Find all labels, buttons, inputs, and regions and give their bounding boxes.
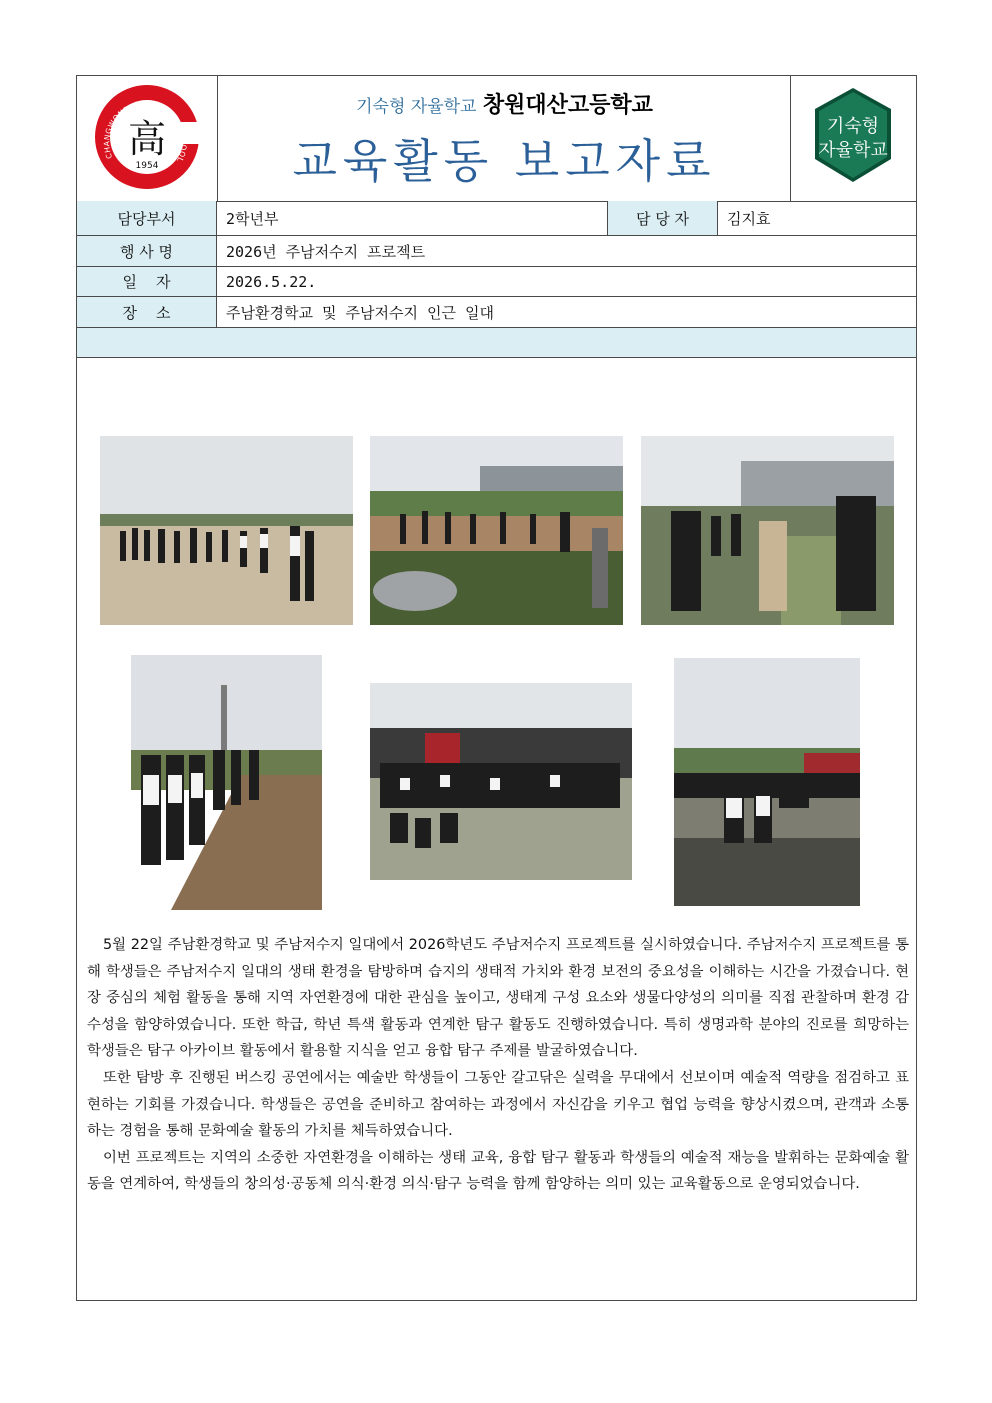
activity-photo <box>370 436 623 625</box>
school-line <box>218 88 791 119</box>
badge-line1: 기숙형 <box>826 116 880 137</box>
activity-photo <box>641 436 894 625</box>
logo-year: 1954 <box>135 161 159 171</box>
dept-label: 담당부서 <box>77 201 217 235</box>
row-event <box>77 236 916 267</box>
manager-value: 김지효 <box>727 209 771 228</box>
place-label: 장 소 <box>77 297 217 327</box>
date-value: 2026.5.22. <box>226 272 317 291</box>
title-cell <box>218 76 791 201</box>
body-paragraph-1: 5월 22일 주남환경학교 및 주남저수지 일대에서 2026학년도 주남저수지 프로젝트를 실시하였습니다. 주남저수지 프로젝트를 통해 학생들은 주남저수지 일대의 생태 환경을 탐방하며 습지의 생태적 가치와 환경 보전의 중요성을 이해하는 시간을 가졌습니다. 현장 중심의 체험 활동을 통해 지역 자연환경에 대한 관심을 높이고, 생태계 구성 요소와 생물다양성의 의미를 직접 관찰하며 환경 감수성을 함양하였습니다. 또한 학급, 학년 특색 활동과 연계한 탐구 활동도 진행하였습니다. 특히 생명과학 분야의 진로를 희망하는 학생들은 탐구 아카이브 활동에서 활용할 지식을 얻고 융합 탐구 주제를 발굴하였습니다. <box>87 937 909 1060</box>
activity-photo <box>370 683 632 880</box>
school-name: 창원대산고등학교 <box>482 92 653 118</box>
report-title: 교육활동 보고자료 <box>292 134 717 188</box>
badge-line2: 자율학교 <box>818 140 888 161</box>
activity-photo <box>674 658 860 906</box>
blank-row <box>77 328 916 358</box>
badge-cell <box>790 76 916 201</box>
dept-value: 2학년부 <box>226 209 279 228</box>
date-label: 일 자 <box>77 267 217 296</box>
school-type: 기숙형 자율학교 <box>356 97 477 117</box>
logo-char: 高 <box>127 117 167 161</box>
row-dept <box>77 201 916 236</box>
event-value: 2026년 주남저수지 프로젝트 <box>226 242 426 261</box>
manager-label: 담 당 자 <box>607 201 718 235</box>
logo-cell <box>77 76 218 201</box>
body-paragraph-3: 이번 프로젝트는 지역의 소중한 자연환경을 이해하는 생태 교육, 융합 탐구 활동과 학생들의 예술적 재능을 발휘하는 문화예술 활동을 연계하여, 학생들의 창의성·공동체 의식·환경 의식·탐구 능력을 함께 함양하는 의미 있는 교육활동으로 운영되었습니다. <box>87 1149 909 1193</box>
school-logo <box>77 76 217 201</box>
report-header <box>77 76 916 202</box>
event-label: 행 사 명 <box>77 236 217 266</box>
activity-photo <box>100 436 353 625</box>
body-paragraph-2: 또한 탐방 후 진행된 버스킹 공연에서는 예술반 학생들이 그동안 갈고닦은 실력을 무대에서 선보이며 예술적 역량을 점검하고 표현하는 기회를 가졌습니다. 학생들은 공연을 준비하고 참여하는 과정에서 자신감을 키우고 협업 능력을 향상시켰으며, 관객과 소통하는 경험을 통해 문화예술 활동의 가치를 체득하였습니다. <box>87 1069 909 1140</box>
report-body <box>87 932 909 1198</box>
place-value: 주남환경학교 및 주남저수지 인근 일대 <box>226 303 494 322</box>
report-frame <box>76 75 917 1301</box>
row-place <box>77 297 916 328</box>
activity-photo <box>131 655 322 910</box>
row-date <box>77 267 916 297</box>
dormitory-school-badge <box>791 76 916 201</box>
logo-ring-text: CHANGWONDAESAN HIGH SCHOOL <box>102 99 189 164</box>
